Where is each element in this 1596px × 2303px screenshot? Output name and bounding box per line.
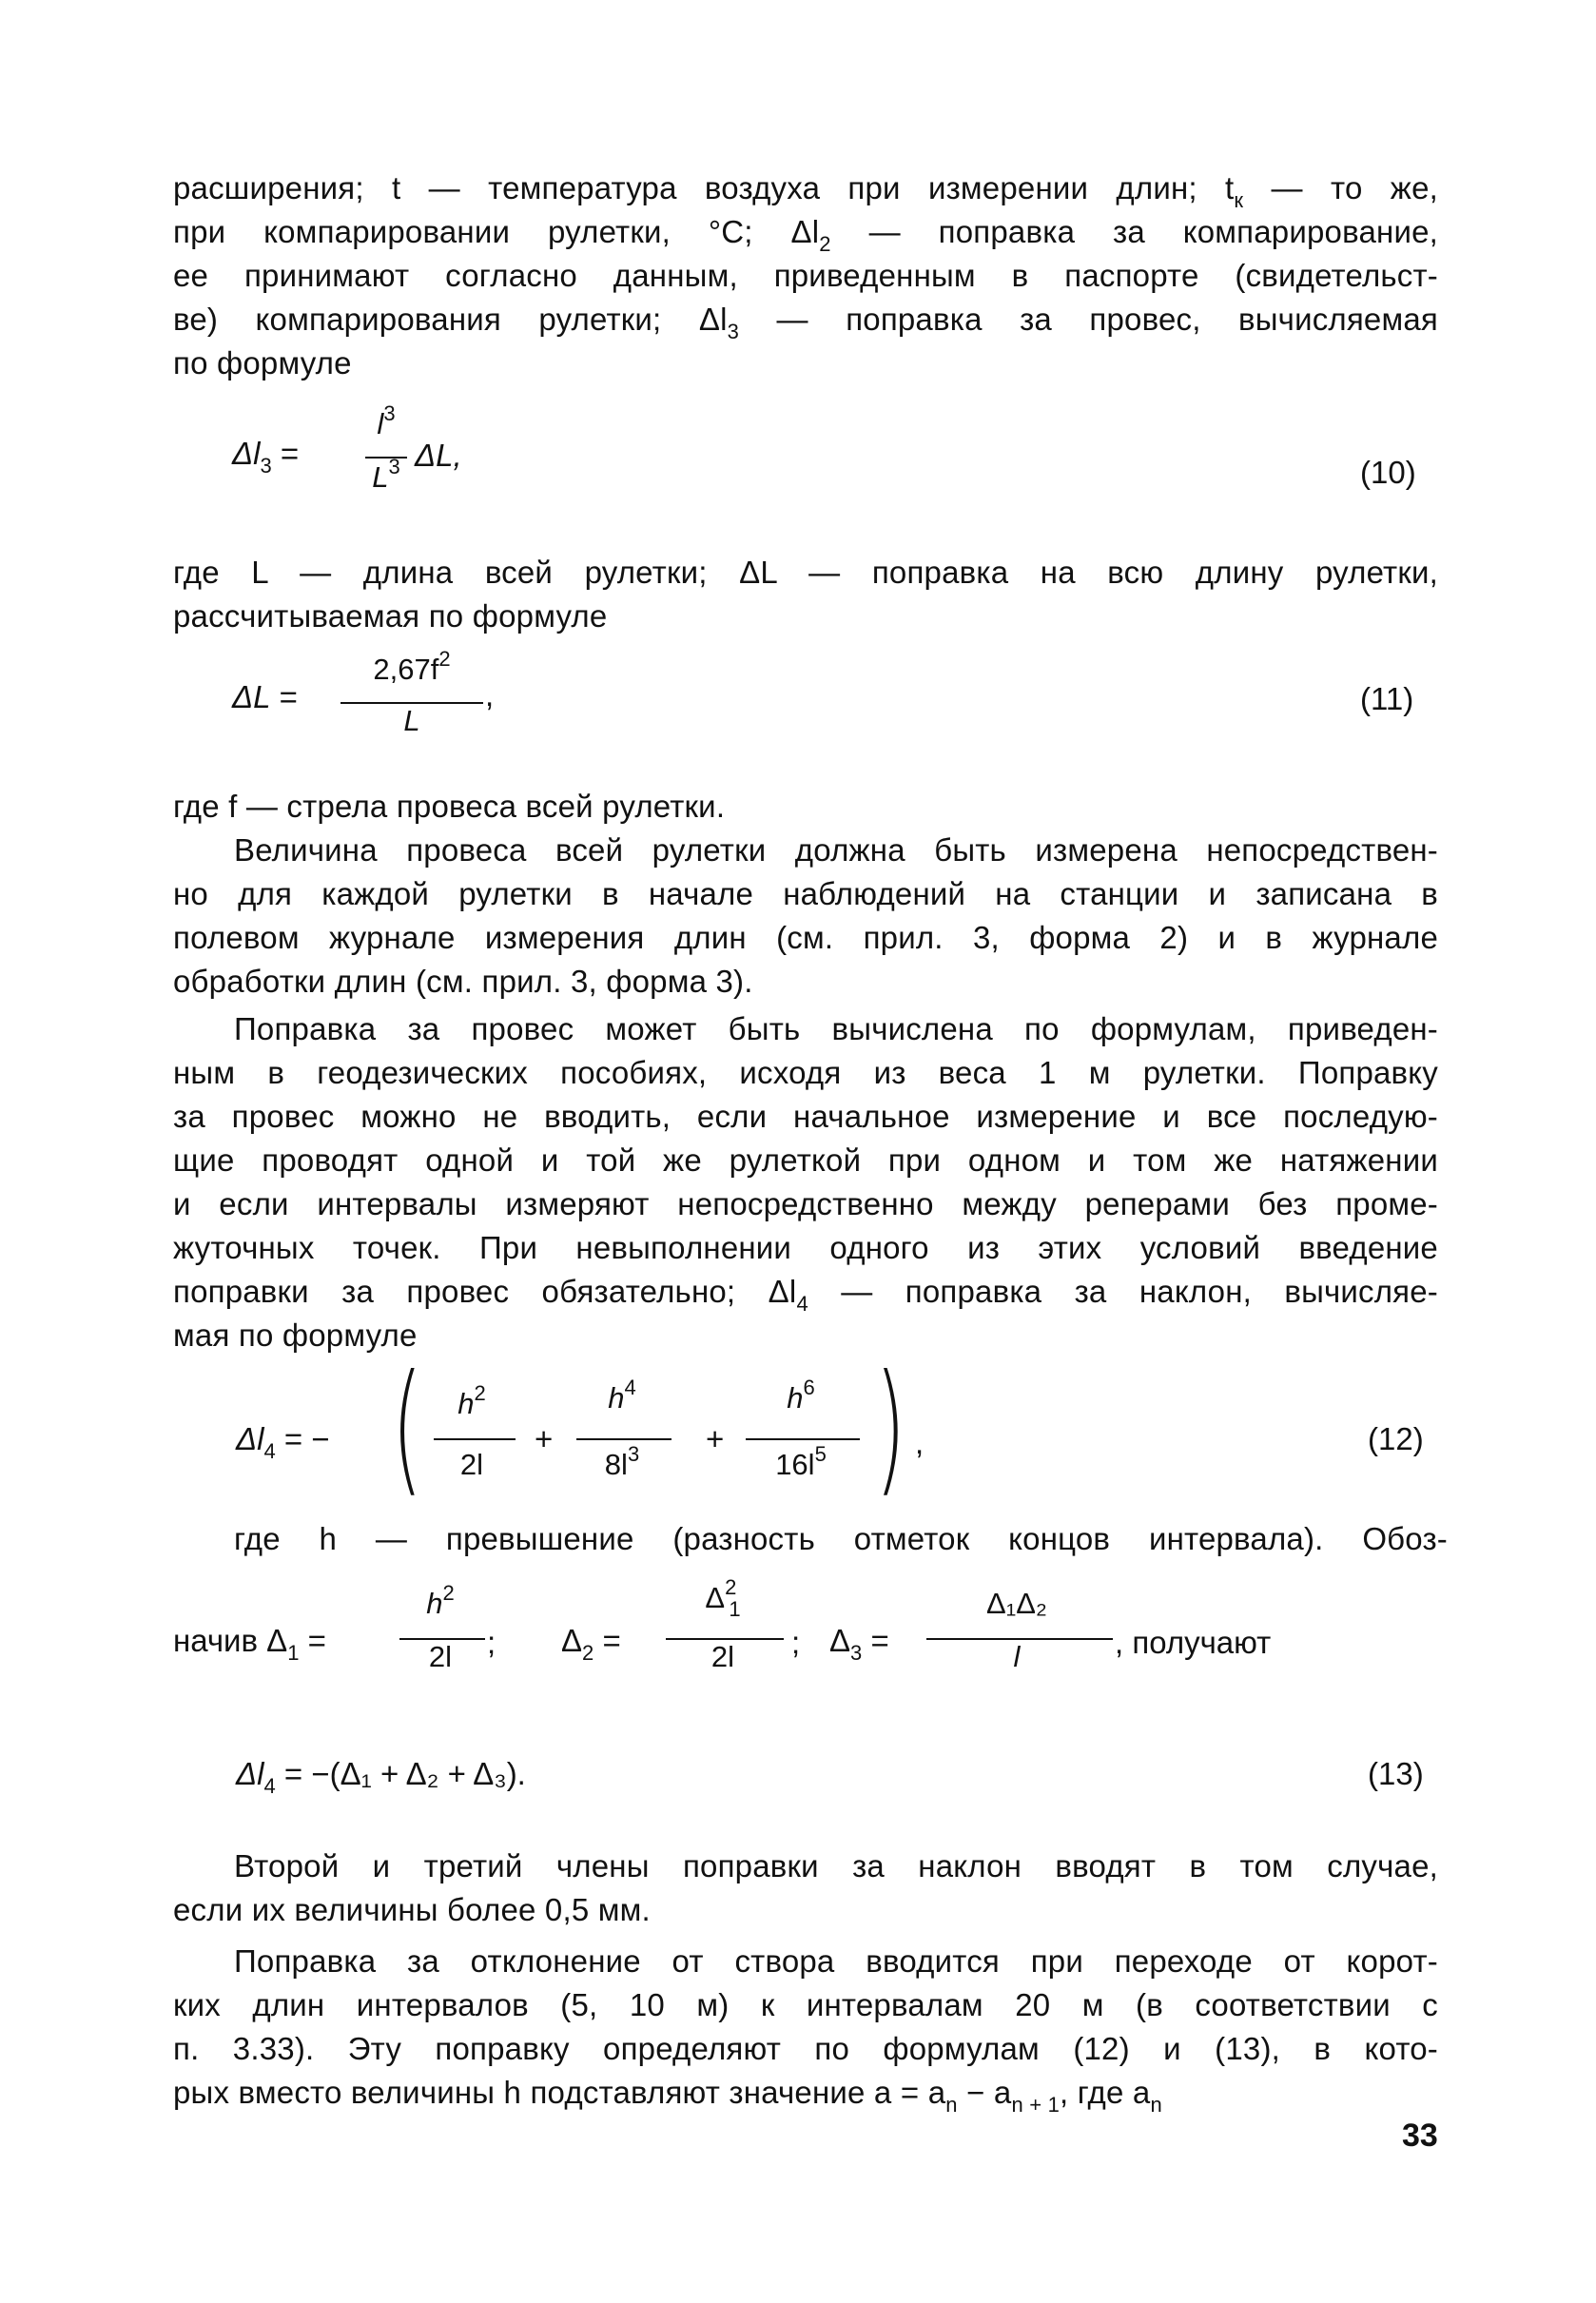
- text-line: где h — превышение (разность отметок концов интервала). Обоз-: [234, 1521, 1448, 1556]
- text-line: Поправка за провес может быть вычислена по формулам, приведен-: [234, 1011, 1438, 1046]
- text-line: если их величины более 0,5 мм.: [173, 1892, 651, 1927]
- text-line: ее принимают согласно данным, приведенным в паспорте (свидетельст-: [173, 258, 1438, 293]
- text-line: по формуле: [173, 345, 352, 381]
- text-line: поправки за провес обязательно; $\Delta l_4$ — поправка за наклон, вычисляе-: [173, 1274, 1438, 1316]
- text-line: где f — стрела провеса всей рулетки.: [173, 789, 726, 824]
- text-line: за провес можно не вводить, если начальное измерение и все последую-: [173, 1099, 1438, 1134]
- text-line: но для каждой рулетки в начале наблюдений на станции и записана в: [173, 876, 1438, 911]
- text-line: полевом журнале измерения длин (см. прил. 3, форма 2) и в журнале: [173, 920, 1438, 955]
- text-line: ным в геодезических пособиях, исходя из веса 1 м рулетки. Поправку: [173, 1055, 1438, 1090]
- text-line: щие проводят одной и той же рулеткой при одном и том же натяжении: [173, 1142, 1438, 1178]
- document-page: расширения; t — температура воздуха при измерении длин; $t_к$ — то же, при компарировании рулетки, °С; $\Delta l_2$ — поправка за компарирование, ее принимают согласно данным, приведенным в паспорте (свидетельст- ве) компарирования рулетки; $\Delta l_3$ — поправка за провес, вычисляемая по формуле $\Delta l_3$ = $l^3$ $L^3$ ΔL, (10) где L — длина всей рулетки; ΔL — поправка на всю длину рулетки, рассчитываемая по формуле ΔL = $2,67f^2$ L , (11) где f — стрела провеса всей рулетки. Величина провеса всей рулетки должна быть измерена непосредствен- но для каждой рулетки в начале наблюдений на станции и записана в полевом журнале измерения длин (см. прил. 3, форма 2) и в журнале обработки длин (см. прил. 3, форма 3). Поправка за провес может быть вычислена по формулам, приведен- ным в геодезических пособиях, исходя из веса 1 м рулетки. Поправку за провес можно не вводить, если начальное измерение и все последую- щие проводят одной и той же рулеткой при одном и том же натяжении и если интервалы измеряют непосредственно между реперами без проме- жуточных точек. При невыполнении одного из этих условий введение поправки за провес обязательно; $\Delta l_4$ — поправка за наклон, вычисляе- мая по формуле $\Delta l_4$ = − ( $h^2$ 2l + $h^4$ $8l^3$ + $h^6$ $16l^5$ ) , (12) где h — превышение (разность отметок концов интервала). Обоз- начив $\Delta_1$ = $h^2$ 2l ; $\Delta_2$ = $\Delta^2_1$ 2l ; $\Delta_3$ = Δ₁Δ₂ l , получают $\Delta l_4 = -(\Delta_1 + \Delta_2 + \Delta_3)$. (13) Второй и третий члены поправки за наклон вводят в том случае, если их величины более 0,5 мм. Поправка за отклонение от створа вводится при переходе от корот- ких длин интервалов (5, 10 м) к интервалам 20 м (в соответствии с п. 3.33). Эту поправку определяют по формулам (12) и (13), в кото- рых вместо величины h подставляют значение $a = a_n - a_{n + 1}$, где $a_n$ 33: [0, 0, 1596, 2303]
- text-line: мая по формуле: [173, 1317, 418, 1353]
- text-line: и если интервалы измеряют непосредственно между реперами без проме-: [173, 1186, 1438, 1221]
- text-line: рассчитываемая по формуле: [173, 598, 608, 634]
- text-line: при компарировании рулетки, °С; $\Delta l_2$ — поправка за компарирование,: [173, 214, 1438, 256]
- text-line: расширения; t — температура воздуха при измерении длин; $t_к$ — то же,: [173, 170, 1438, 212]
- text-line: Величина провеса всей рулетки должна быть измерена непосредствен-: [234, 832, 1438, 868]
- text-line: жуточных точек. При невыполнении одного из этих условий введение: [173, 1230, 1438, 1265]
- text-line: Второй и третий члены поправки за наклон вводят в том случае,: [234, 1848, 1438, 1883]
- text-line: ких длин интервалов (5, 10 м) к интервалам 20 м (в соответствии с: [173, 1987, 1438, 2022]
- text-line: обработки длин (см. прил. 3, форма 3).: [173, 964, 753, 999]
- text-line: где L — длина всей рулетки; ΔL — поправка на всю длину рулетки,: [173, 555, 1438, 590]
- text-line: ве) компарирования рулетки; $\Delta l_3$ — поправка за провес, вычисляемая: [173, 302, 1438, 343]
- page-number: 33: [1402, 2118, 1438, 2154]
- text-line: Поправка за отклонение от створа вводится при переходе от корот-: [234, 1943, 1438, 1979]
- text-line: п. 3.33). Эту поправку определяют по формулам (12) и (13), в кото-: [173, 2031, 1438, 2066]
- text-line: рых вместо величины h подставляют значение $a = a_n - a_{n + 1}$, где $a_n$: [173, 2075, 1162, 2117]
